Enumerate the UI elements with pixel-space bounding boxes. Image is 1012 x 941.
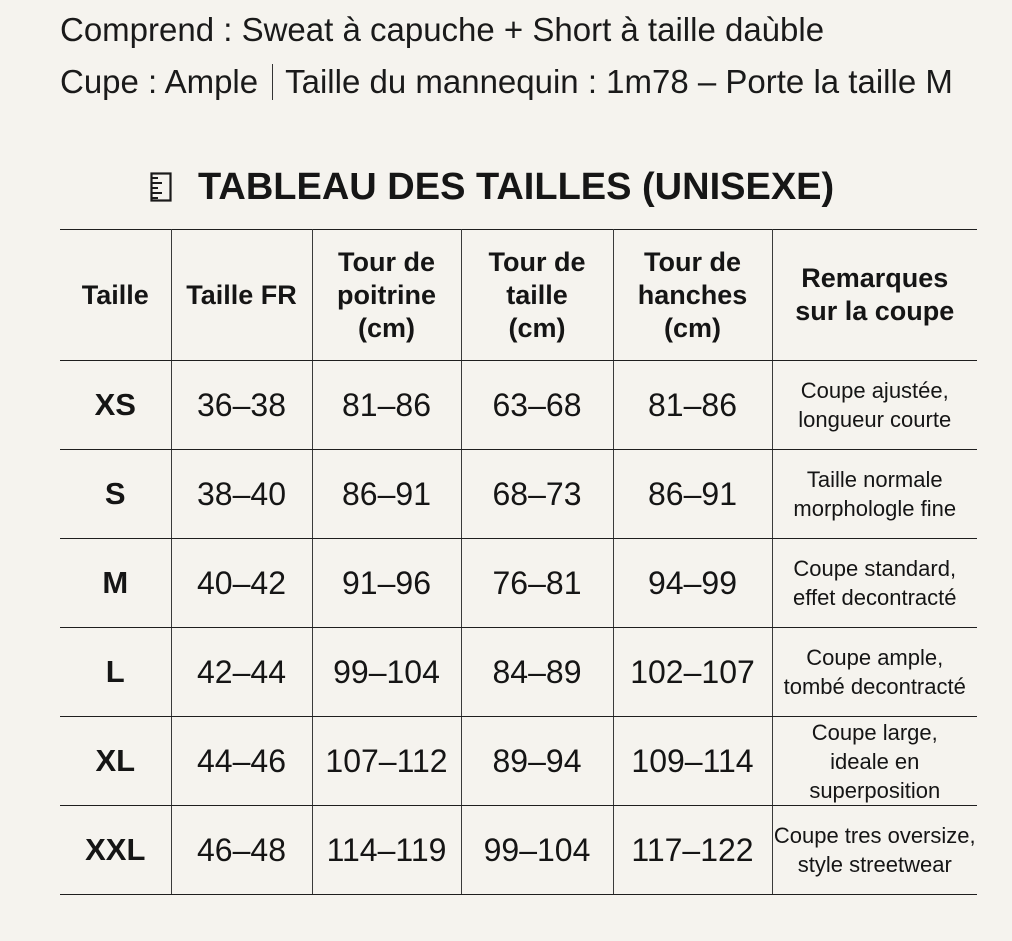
table-row: [60, 628, 977, 717]
ruler-icon: [150, 172, 172, 202]
size-cell: S: [60, 450, 171, 539]
table-row: [60, 361, 977, 450]
header-chest: Tour de poitrine (cm): [312, 230, 461, 361]
size-cell: XXL: [60, 806, 171, 895]
size-fr-cell: 36–38: [171, 361, 312, 450]
header-size-fr: Taille FR: [171, 230, 312, 361]
size-fr-cell: 42–44: [171, 628, 312, 717]
fit-note-cell: Coupe standard, effet decontracté: [772, 539, 977, 628]
hips-cell: 117–122: [613, 806, 772, 895]
model-info: Taille du mannequin : 1m78 – Porte la taille M: [285, 63, 953, 100]
waist-cell: 99–104: [461, 806, 613, 895]
title-text: TABLEAU DES TAILLES (UNISEXE): [198, 166, 835, 208]
chest-cell: 91–96: [312, 539, 461, 628]
fit-note-cell: Taille normale morphologle fine: [772, 450, 977, 539]
header-hips: Tour de hanches (cm): [613, 230, 772, 361]
fit-note-cell: Coupe ajustée, longueur courte: [772, 361, 977, 450]
size-fr-cell: 38–40: [171, 450, 312, 539]
hips-cell: 86–91: [613, 450, 772, 539]
chest-cell: 107–112: [312, 717, 461, 806]
table-row: [60, 717, 977, 806]
chest-cell: 99–104: [312, 628, 461, 717]
size-cell: XL: [60, 717, 171, 806]
chest-cell: 81–86: [312, 361, 461, 450]
fit-and-model-line: [60, 62, 953, 102]
hips-cell: 102–107: [613, 628, 772, 717]
waist-cell: 76–81: [461, 539, 613, 628]
size-cell: L: [60, 628, 171, 717]
size-fr-cell: 44–46: [171, 717, 312, 806]
hips-cell: 109–114: [613, 717, 772, 806]
hips-cell: 81–86: [613, 361, 772, 450]
fit-label: Cupe : Ample: [60, 63, 259, 100]
waist-cell: 68–73: [461, 450, 613, 539]
size-table-title: [150, 164, 870, 210]
table-row: [60, 450, 977, 539]
hips-cell: 94–99: [613, 539, 772, 628]
composition-line: Comprend : Sweat à capuche + Short à taille daùble: [60, 11, 825, 48]
waist-cell: 84–89: [461, 628, 613, 717]
chest-cell: 86–91: [312, 450, 461, 539]
size-fr-cell: 40–42: [171, 539, 312, 628]
table-header-row: [60, 230, 977, 361]
table-row: [60, 539, 977, 628]
header-fit-notes: Remarques sur la coupe: [772, 230, 977, 361]
header-waist: Tour de taille (cm): [461, 230, 613, 361]
size-table: [60, 229, 977, 895]
fit-note-cell: Coupe large, ideale en superposition: [772, 717, 977, 806]
header-size: Taille: [60, 230, 171, 361]
fit-note-cell: Coupe ample, tombé decontracté: [772, 628, 977, 717]
fit-note-cell: Coupe tres oversize, style streetwear: [772, 806, 977, 895]
size-cell: XS: [60, 361, 171, 450]
table-row: [60, 806, 977, 895]
waist-cell: 89–94: [461, 717, 613, 806]
size-cell: M: [60, 539, 171, 628]
divider: [272, 64, 273, 100]
waist-cell: 63–68: [461, 361, 613, 450]
chest-cell: 114–119: [312, 806, 461, 895]
size-fr-cell: 46–48: [171, 806, 312, 895]
